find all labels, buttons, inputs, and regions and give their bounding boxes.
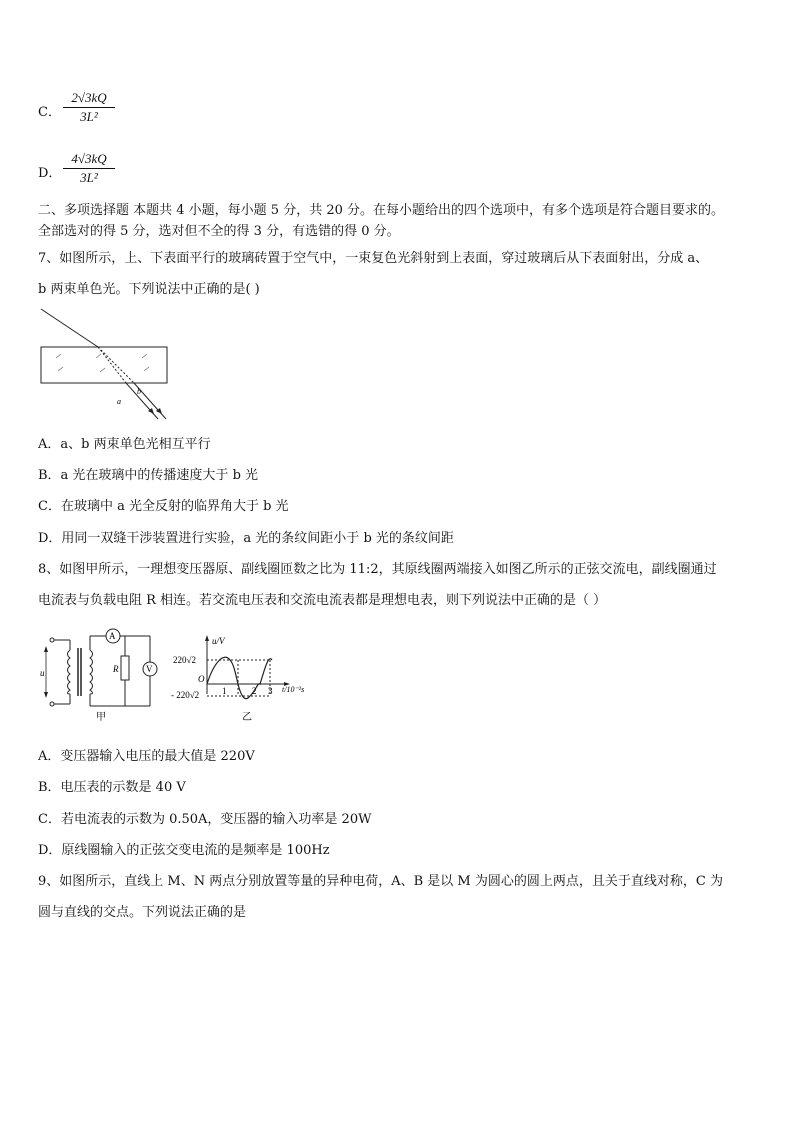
origin-label: O (198, 674, 205, 684)
q7-glass-slab-figure (36, 305, 176, 427)
option-c-label: C． (38, 105, 61, 120)
fraction-numerator: 2√3kQ (71, 90, 107, 105)
fraction-numerator: 4√3kQ (71, 151, 107, 166)
figure-yi-caption: 乙 (242, 712, 252, 723)
secondary-coil (90, 650, 93, 694)
voltage-u-label: u (40, 668, 45, 678)
q7-stem-line2: b 两束单色光。下列说法中正确的是( ) (38, 282, 260, 297)
section-heading-line2: 全部选对的得 5 分，选对但不全的得 3 分，有选错的得 0 分。 (38, 224, 400, 239)
t-tick-2: 2 (252, 686, 257, 696)
fraction-denominator: 3L² (80, 109, 98, 124)
u-max-label: 220√2 (173, 655, 196, 665)
q7-option-c: C．在玻璃中 a 光全反射的临界角大于 b 光 (38, 499, 289, 514)
ray-b-label: b (137, 387, 141, 396)
u-axis-label: u/V (212, 636, 225, 646)
q8-option-b: B．电压表的示数是 40 V (38, 780, 186, 795)
t-tick-3: 3 (268, 686, 273, 696)
q8-option-a: A．变压器输入电压的最大值是 220V (38, 749, 255, 764)
refracted-ray-a (98, 347, 126, 383)
q7-option-a: A．a、b 两束单色光相互平行 (38, 437, 211, 452)
ammeter-label: A (109, 631, 116, 641)
primary-coil (68, 650, 71, 694)
sine-curve (207, 657, 272, 698)
t-tick-1: 1 (222, 686, 227, 696)
incident-ray (41, 309, 98, 347)
q8-stem-line2: 电流表与负载电阻 R 相连。若交流电压表和交流电流表都是理想电表，则下列说法中正确的是（ ） (38, 593, 607, 608)
resistor (121, 656, 129, 680)
q8-stem-line1: 8、如图甲所示，一理想变压器原、副线圈匝数之比为 11:2，其原线圈两端接入如图乙所示的正弦交流电，副线圈通过 (38, 562, 717, 577)
t-axis-label: t/10⁻²s (282, 685, 305, 694)
u-min-label: - 220√2 (171, 690, 200, 700)
option-c-fraction (63, 90, 115, 125)
q7-option-b: B．a 光在玻璃中的传播速度大于 b 光 (38, 468, 259, 483)
outgoing-ray-a (126, 383, 158, 419)
glass-hatch-marks (56, 354, 149, 372)
fraction-denominator: 3L² (80, 170, 98, 185)
section-heading-line1: 二、多项选择题 本题共 4 小题，每小题 5 分，共 20 分。在每小题给出的四个选项中，有多个选项是符合题目要求的。 (38, 203, 725, 218)
option-d-label: D． (38, 166, 62, 181)
q9-stem-line1: 9、如图所示，直线上 M、N 两点分别放置等量的异种电荷，A、B 是以 M 为圆心的圆上两点，且关于直线对称，C 为 (38, 874, 723, 889)
ray-a-label: a (117, 397, 121, 406)
q7-option-d: D．用同一双缝干涉装置进行实验，a 光的条纹间距小于 b 光的条纹间距 (38, 531, 454, 546)
resistor-label: R (113, 664, 119, 674)
q8-option-c: C．若电流表的示数为 0.50A，变压器的输入功率是 20W (38, 812, 372, 827)
q7-stem-line1: 7、如图所示，上、下表面平行的玻璃砖置于空气中，一束复色光斜射到上表面，穿过玻璃后从下表面射出，分成 a、 (38, 251, 709, 266)
figure-jia-caption: 甲 (96, 712, 106, 723)
voltmeter-label: V (146, 664, 153, 674)
q8-transformer-circuit-figure (38, 628, 168, 724)
q8-sine-wave-figure (170, 632, 320, 724)
q9-stem-line2: 圆与直线的交点。下列说法正确的是 (38, 905, 247, 920)
q8-option-d: D．原线圈输入的正弦交变电流的是频率是 100Hz (38, 843, 330, 858)
refracted-ray-b (98, 347, 134, 383)
option-d-fraction (63, 151, 115, 186)
